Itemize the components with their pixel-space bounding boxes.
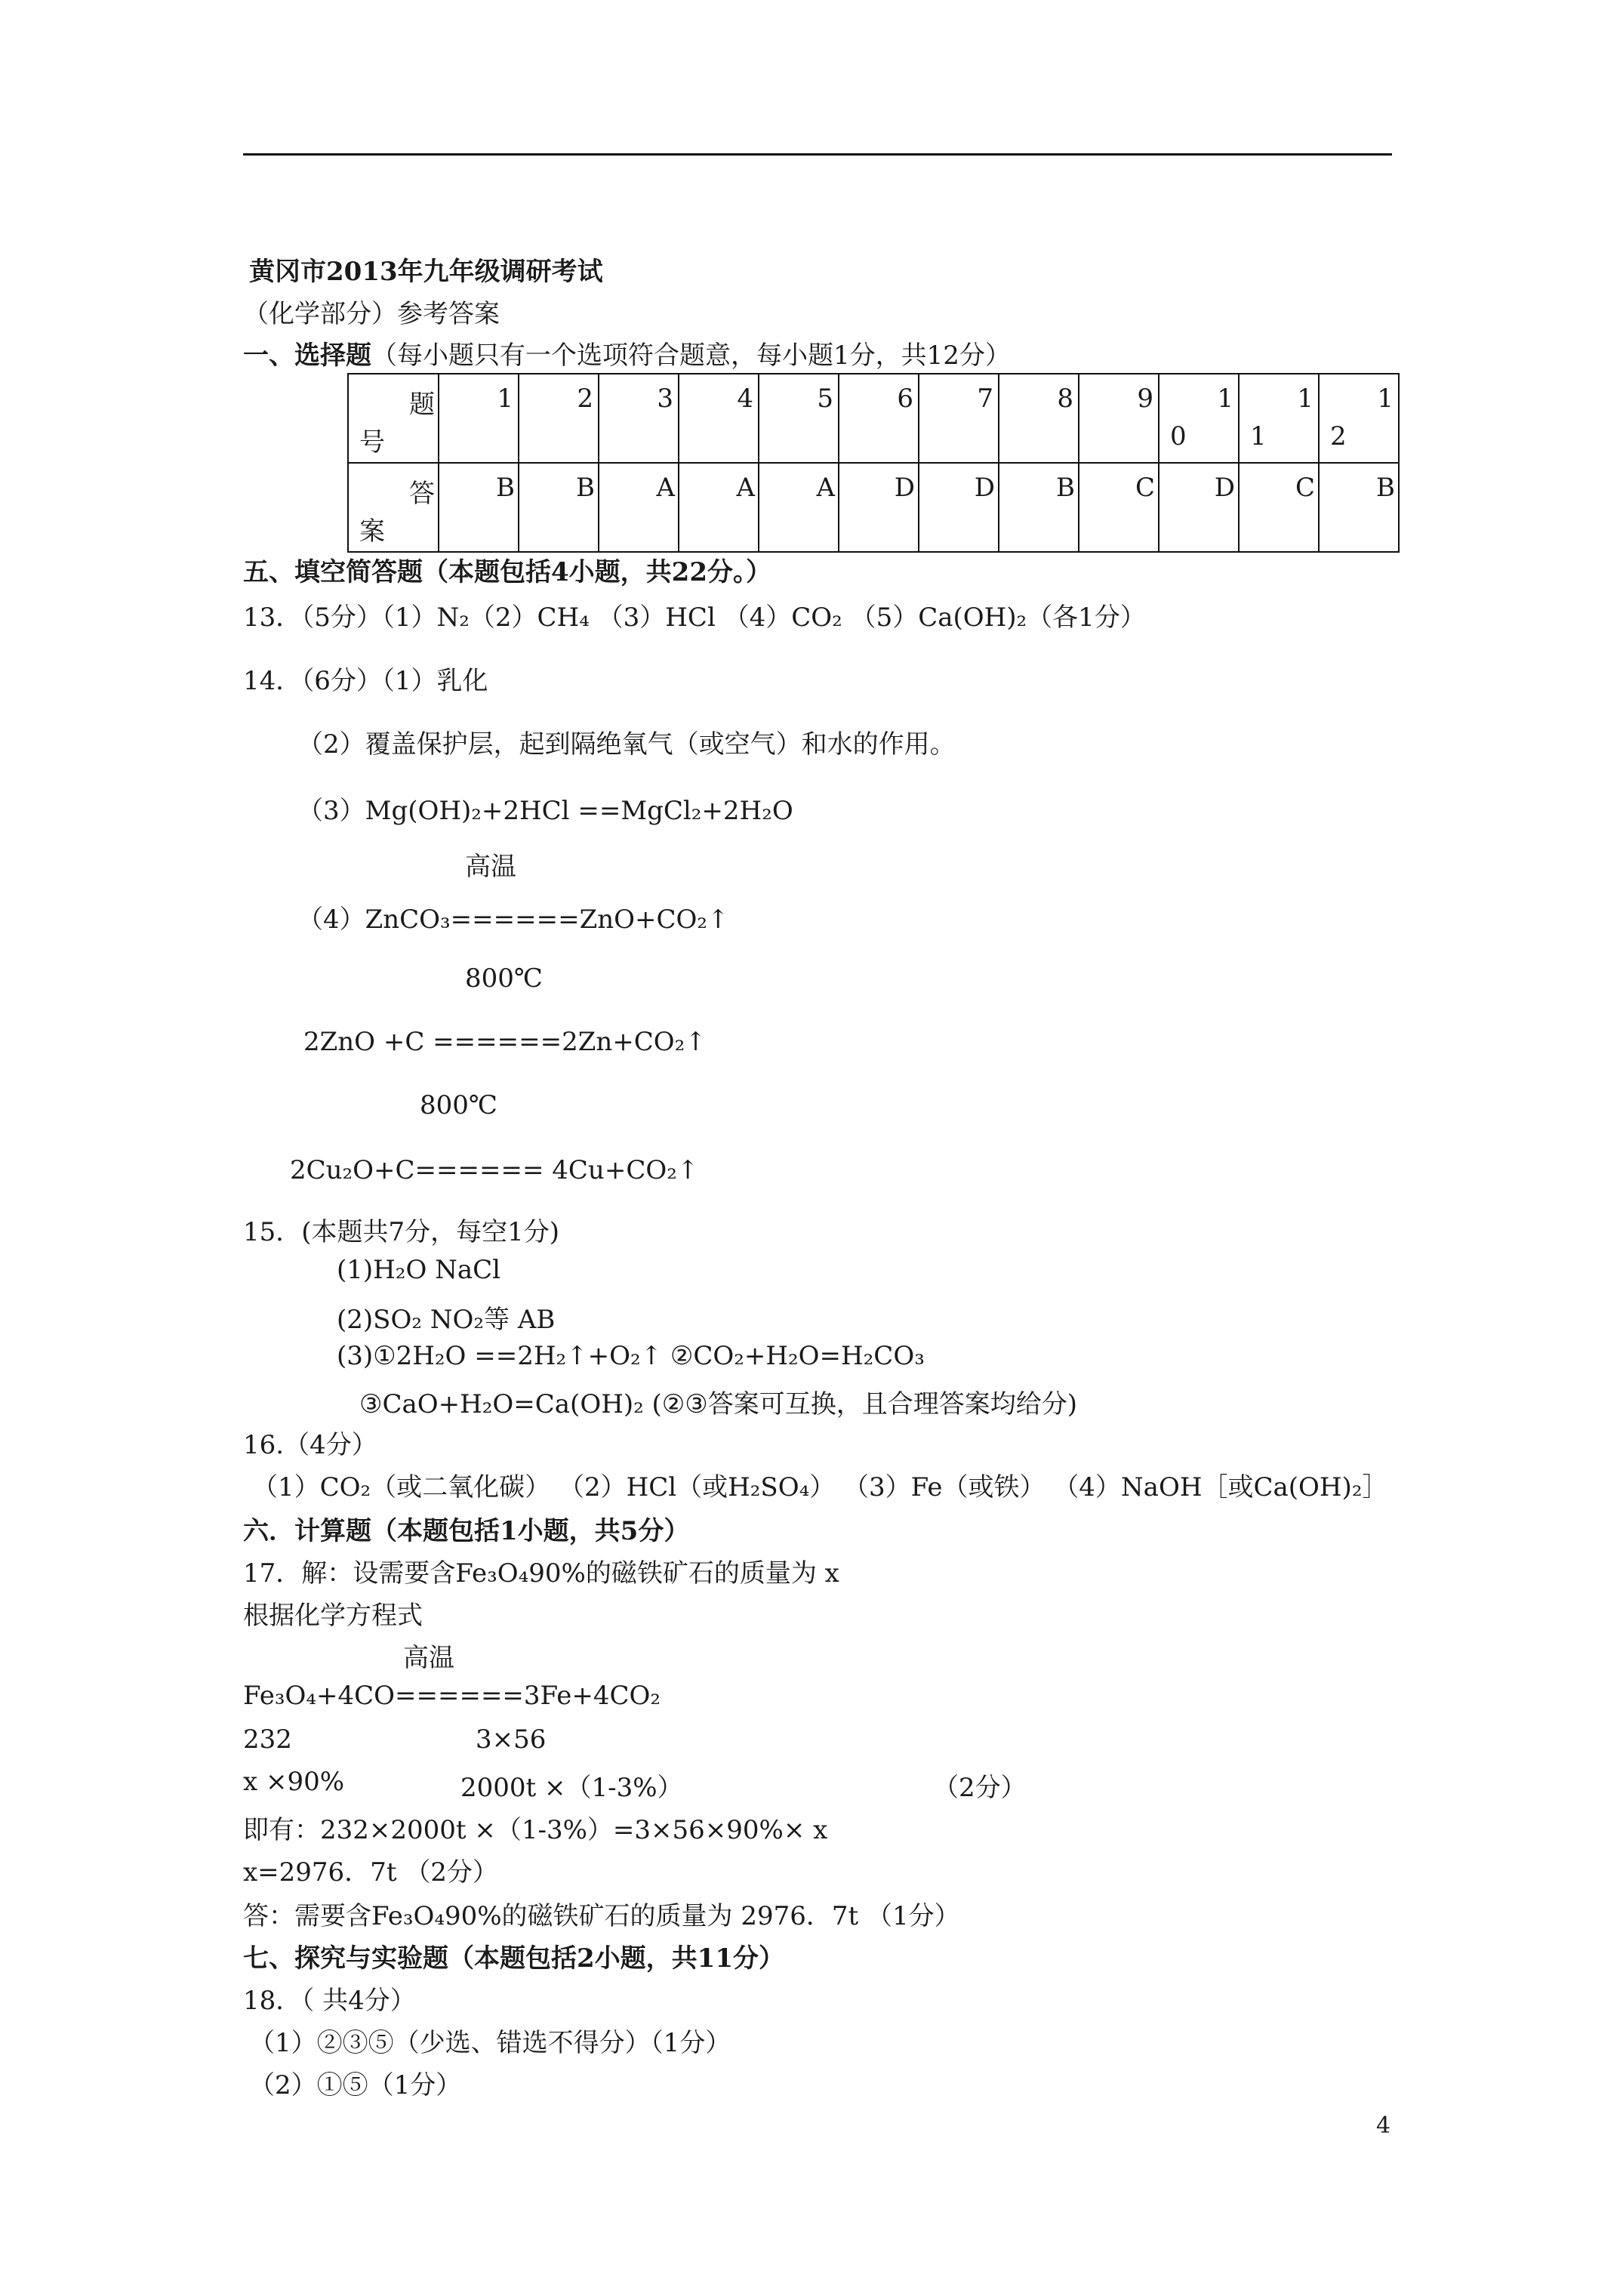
answer-letter: A [736, 473, 755, 503]
label-top: 题 [409, 390, 435, 420]
table-answer-cell [519, 463, 599, 552]
table-number-cell [999, 374, 1079, 463]
question-number-bottom: 1 [1250, 421, 1267, 451]
q15-line-4: ③CaO+H₂O=Ca(OH)₂ (②③答案可互换，且合理答案均给分) [359, 1389, 1078, 1419]
q14-condition-1: 高温 [465, 852, 516, 882]
table-answer-cell [1239, 463, 1319, 552]
q16-head: 16.（4分） [243, 1430, 377, 1460]
answer-letter: D [974, 473, 995, 503]
question-number-top: 1 [497, 384, 513, 414]
label-bottom: 案 [359, 516, 385, 547]
q17-line-5a: x ×90% [243, 1767, 345, 1797]
section-7-heading: 七、探究与实验题（本题包括2小题，共11分） [243, 1943, 784, 1974]
q18-line-2: （2）①⑤（1分） [249, 2070, 462, 2100]
q15-line-1: (1)H₂O NaCl [337, 1255, 501, 1285]
table-label-cell [348, 374, 439, 463]
table-answer-cell [999, 463, 1079, 552]
question-number-top: 8 [1057, 384, 1073, 414]
question-number-top: 3 [657, 384, 673, 414]
question-number-top: 1 [1377, 384, 1394, 414]
answer-letter: B [496, 473, 515, 503]
q15-line-3: (3)①2H₂O ==2H₂↑+O₂↑ ②CO₂+H₂O=H₂CO₃ [337, 1341, 925, 1371]
question-number-bottom: 2 [1330, 421, 1347, 451]
section-1-heading [243, 334, 1011, 371]
table-row-numbers [348, 374, 1399, 463]
table-number-cell [1079, 374, 1159, 463]
q17-line-4a: 232 [243, 1724, 292, 1755]
table-answer-cell [759, 463, 839, 552]
q15-head: 15．(本题共7分，每空1分) [243, 1217, 560, 1247]
question-number-top: 4 [737, 384, 753, 414]
q18-head: 18．（ 共4分） [243, 1986, 416, 2016]
table-answer-cell [1159, 463, 1239, 552]
question-number-top: 5 [817, 384, 833, 414]
q17-line-5b: 2000t ×（1-3%） [460, 1773, 683, 1803]
question-number-top: 9 [1137, 384, 1153, 414]
q17-condition: 高温 [403, 1643, 454, 1673]
q17-line-1: 17．解：设需要含Fe₃O₄90%的磁铁矿石的质量为 x [243, 1558, 839, 1589]
question-number-top: 1 [1217, 384, 1233, 414]
answer-letter: A [816, 473, 835, 503]
section-1-note: （每小题只有一个选项符合题意，每小题1分，共12分） [371, 341, 1011, 371]
table-number-cell [759, 374, 839, 463]
question-number-top: 7 [977, 384, 993, 414]
table-answer-cell [919, 463, 999, 552]
table-number-cell [519, 374, 599, 463]
q17-line-5c: （2分） [933, 1773, 1027, 1803]
answer-letter: B [1376, 473, 1395, 503]
page-number: 4 [1376, 2113, 1391, 2139]
answer-letter: B [576, 473, 595, 503]
section-1-title: 一、选择题 [243, 341, 371, 371]
doc-title: 黄冈市2013年九年级调研考试 [249, 257, 603, 287]
table-number-cell [1239, 374, 1319, 463]
doc-subtitle: （化学部分）参考答案 [243, 299, 500, 329]
q18-line-1: （1）②③⑤（少选、错选不得分）（1分） [249, 2028, 731, 2058]
q17-line-7: x=2976．7t （2分） [243, 1857, 498, 1888]
q14-condition-2: 800℃ [465, 963, 543, 994]
table-number-cell [839, 374, 919, 463]
q14-line-2: （2）覆盖保护层，起到隔绝氧气（或空气）和水的作用。 [297, 729, 956, 760]
table-number-cell [679, 374, 759, 463]
answer-letter: A [656, 473, 675, 503]
table-answer-cell [1079, 463, 1159, 552]
q14-line-4: （4）ZnCO₃======ZnO+CO₂↑ [297, 905, 729, 935]
q17-line-4b: 3×56 [476, 1724, 547, 1755]
q14-line-3: （3）Mg(OH)₂+2HCl ==MgCl₂+2H₂O [297, 796, 793, 826]
table-number-cell [599, 374, 679, 463]
q17-line-2: 根据化学方程式 [243, 1601, 423, 1631]
table-answer-cell [439, 463, 519, 552]
section-6-heading: 六．计算题（本题包括1小题，共5分） [243, 1516, 690, 1546]
table-answer-cell [679, 463, 759, 552]
table-row-answers [348, 463, 1399, 552]
table-answer-cell [1319, 463, 1399, 552]
q14-line-5: 2ZnO +C ======2Zn+CO₂↑ [303, 1027, 707, 1057]
header-rule [243, 153, 1392, 156]
q17-line-8: 答：需要含Fe₃O₄90%的磁铁矿石的质量为 2976．7t （1分） [243, 1901, 960, 1931]
answer-letter: D [894, 473, 915, 503]
q14-head: 14．（6分）（1）乳化 [243, 666, 488, 696]
q16-body: （1）CO₂（或二氧化碳） （2）HCl（或H₂SO₄） （3）Fe（或铁） （4）NaOH［或Ca(OH)₂］ [252, 1472, 1388, 1502]
table-number-cell [919, 374, 999, 463]
answer-letter: C [1295, 473, 1315, 503]
question-number-bottom: 0 [1170, 421, 1187, 451]
q15-line-2: (2)SO₂ NO₂等 AB [337, 1305, 556, 1335]
table-answer-cell [839, 463, 919, 552]
answer-table [347, 373, 1400, 553]
table-answer-cell [599, 463, 679, 552]
label-top: 答 [409, 479, 435, 509]
question-number-top: 2 [577, 384, 593, 414]
q14-line-6: 2Cu₂O+C====== 4Cu+CO₂↑ [290, 1155, 699, 1185]
q14-condition-3: 800℃ [420, 1090, 497, 1120]
table-number-cell [439, 374, 519, 463]
question-number-top: 1 [1297, 384, 1313, 414]
label-bottom: 号 [359, 427, 385, 458]
table-number-cell [1159, 374, 1239, 463]
table-label-cell [348, 463, 439, 552]
answer-letter: D [1214, 473, 1235, 503]
table-number-cell [1319, 374, 1399, 463]
question-number-top: 6 [897, 384, 913, 414]
q17-equation: Fe₃O₄+4CO======3Fe+4CO₂ [243, 1681, 661, 1711]
section-5-heading: 五、填空简答题（本题包括4小题，共22分。） [243, 557, 771, 587]
q13-line: 13．（5分）（1）N₂（2）CH₄ （3）HCl （4）CO₂ （5）Ca(OH)₂（各1分） [243, 603, 1146, 633]
answer-letter: C [1135, 473, 1155, 503]
q17-line-6: 即有：232×2000t ×（1-3%）=3×56×90%× x [243, 1815, 828, 1845]
answer-letter: B [1056, 473, 1075, 503]
